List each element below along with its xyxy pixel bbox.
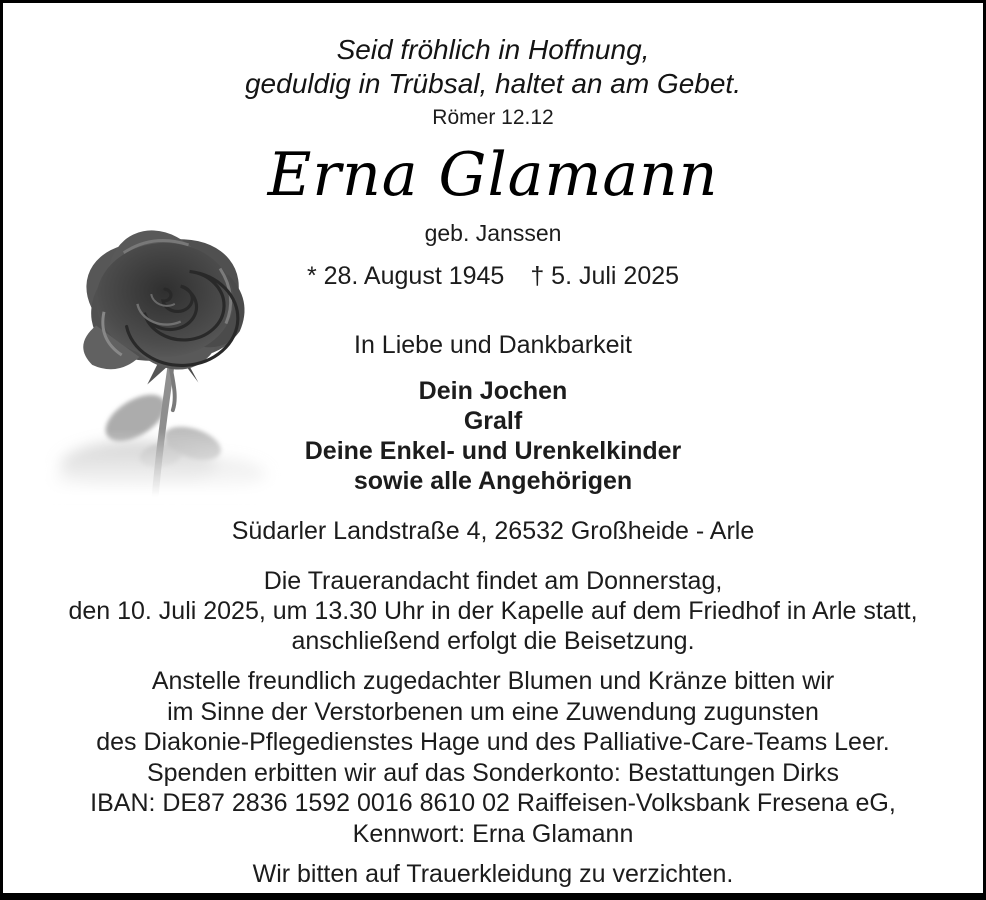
donation-line: Kennwort: Erna Glamann [352,819,634,848]
donation-line: des Diakonie-Pflegedienstes Hage und des Palliative-Care-Teams Leer. [96,728,890,756]
life-dates [3,261,983,292]
donation-line: IBAN: DE87 2836 1592 0016 8610 02 Raiffeisen-Volksbank Fresena eG, [90,789,896,817]
closing-line: Wir bitten auf Trauerkleidung zu verzichten. [252,860,734,888]
donation-line: Spenden erbitten wir auf das Sonderkonto: Bestattungen Dirks [146,758,840,787]
mourner-line: Dein Jochen [418,377,568,405]
scripture-quote-line1: Seid fröhlich in Hoffnung, [336,34,650,65]
scripture-quote-line2: geduldig in Trübsal, haltet an am Gebet. [244,68,741,99]
mourner-line: Gralf [463,407,523,435]
service-info-block [3,566,983,656]
donation-info-block [3,666,983,849]
donation-line: im Sinne der Verstorbenen um eine Zuwendung zugunsten [167,697,819,726]
mourner-line: Deine Enkel- und Urenkelkinder [304,437,682,465]
obituary-content [3,3,983,889]
death-date: † 5. Juli 2025 [530,262,680,290]
donation-line: Anstelle freundlich zugedachter Blumen und Kränze bitten wir [151,667,835,695]
mourner-line: sowie alle Angehörigen [353,467,633,495]
mourners-block [3,376,983,496]
service-line: anschließend erfolgt die Beisetzung. [291,627,695,655]
maiden-name: geb. Janssen [424,220,562,246]
scripture-reference: Römer 12.12 [432,106,554,129]
deceased-name: Erna Glamann [267,140,719,210]
service-line: Die Trauerandacht findet am Donnerstag, [263,567,723,595]
service-line: den 10. Juli 2025, um 13.30 Uhr in der Kapelle auf dem Friedhof in Arle statt, [68,597,918,625]
birth-date: * 28. August 1945 [306,262,505,290]
address-line: Südarler Landstraße 4, 26532 Großheide - Arle [231,517,755,545]
intro-line: In Liebe und Dankbarkeit [354,331,632,359]
